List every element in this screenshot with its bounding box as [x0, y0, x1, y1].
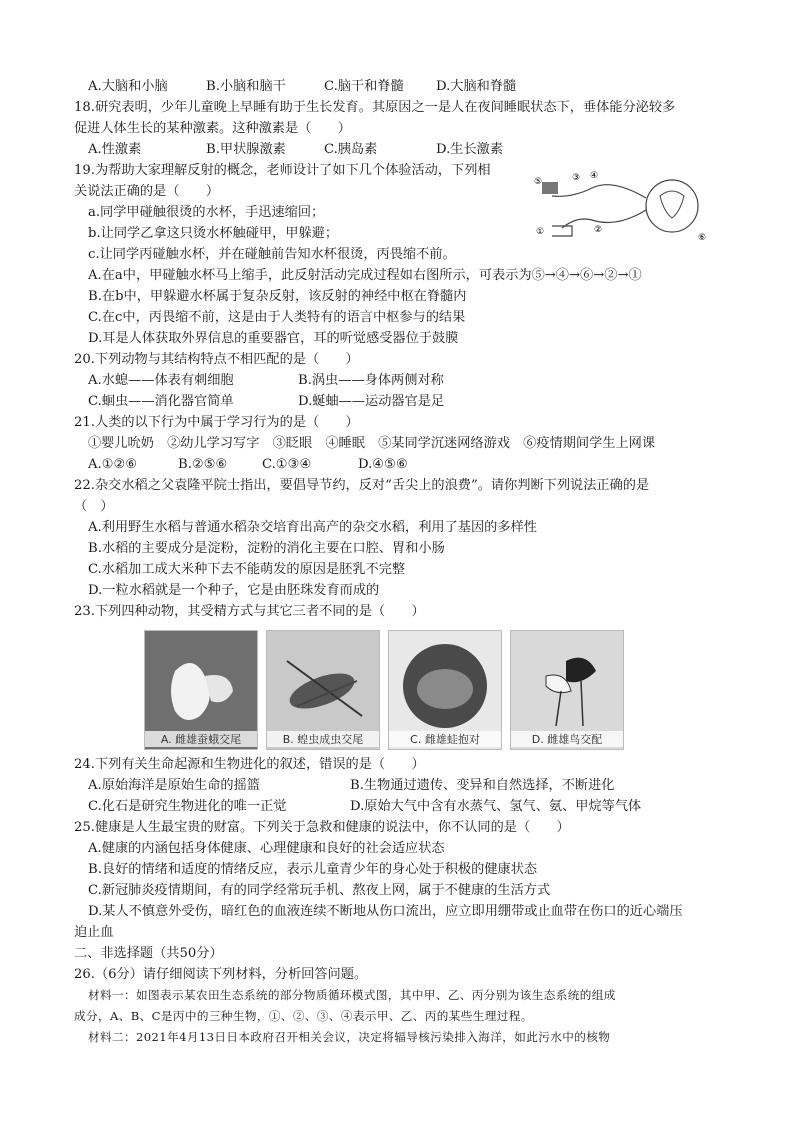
q22-option-a: A.利用野生水稻与普通水稻杂交培育出高产的杂交水稻，利用了基因的多样性 [88, 520, 537, 535]
q21-items: ①婴儿吮奶 ②幼儿学习写字 ③眨眼 ④睡眠 ⑤某同学沉迷网络游戏 ⑥疫情期间学生上网课 [88, 436, 656, 451]
q24-stem: 24.下列有关生命起源和生物进化的叙述，错误的是（ ） [74, 757, 425, 772]
label-6: ⑥ [698, 233, 707, 243]
q24-option-a: A.原始海洋是原始生命的摇篮 [88, 778, 260, 793]
silkmoth-photo [144, 630, 258, 750]
q19-stem-line2: 关说法正确的是（ ） [74, 184, 220, 199]
q25-option-b: B.良好的情绪和适度的情绪反应，表示儿童青少年的身心处于积极的健康状态 [88, 862, 538, 877]
q26-material2-line1: 材料二：2021年4月13日日本政府召开相关会议，决定将辐导核污染排入海洋，如此污水中的核物 [88, 1030, 611, 1044]
q24-option-b: B.生物通过遗传、变异和自然选择，不断进化 [350, 778, 615, 793]
q21-stem: 21.人类的以下行为中属于学习行为的是（ ） [74, 415, 359, 430]
q19-condition-c: c.让同学丙碰触水杯，并在碰触前告知水杯很烫，丙畏缩不前。 [88, 247, 456, 262]
q25-option-a: A.健康的内涵包括身体健康、心理健康和良好的社会适应状态 [88, 841, 445, 856]
q18-option-a: A.性激素 [88, 142, 142, 157]
q22-option-c: C.水稻加工成大米种下去不能萌发的原因是胚乳不完整 [88, 562, 406, 577]
label-2: ② [594, 225, 603, 235]
q25-option-d-line2: 迫止血 [74, 925, 114, 940]
q20-option-d: D.蜒蚰——运动器官是足 [298, 394, 445, 409]
q17-options [74, 76, 724, 97]
q23-image-row [144, 630, 724, 750]
q18-stem-line2: 促进人体生长的某种激素。这种激素是（ ） [74, 121, 351, 136]
q18-option-c: C.胰岛素 [324, 142, 378, 157]
q25-stem: 25.健康是人生最宝贵的财富。下列关于急救和健康的说法中，你不认同的是（ ） [74, 820, 570, 835]
frog-photo [388, 630, 502, 750]
q17-option-d: D.大脑和脊髓 [436, 79, 517, 94]
q20-stem: 20.下列动物与其结构特点不相匹配的是（ ） [74, 352, 359, 367]
q21-option-d: D.④⑤⑥ [358, 457, 408, 472]
q18-option-b: B.甲状腺激素 [206, 142, 286, 157]
q21-option-b: B.②⑤⑥ [178, 457, 228, 472]
q20-options-row2 [74, 391, 724, 412]
q22-option-d: D.一粒水稻就是一个种子，它是由胚珠发育而成的 [88, 583, 380, 598]
q21-options [74, 454, 724, 475]
q17-option-a: A.大脑和小脑 [88, 79, 168, 94]
q19-condition-a: a.同学甲碰触很烫的水杯，手迅速缩回； [88, 205, 325, 220]
reflex-arc-icon [532, 168, 712, 248]
q24-options-row1 [74, 775, 724, 796]
q17-option-c: C.脑干和脊髓 [324, 79, 404, 94]
q19-condition-b: b.让同学乙拿这只烫水杯触碰甲，甲躲避； [88, 226, 339, 241]
label-3: ③ [572, 173, 581, 183]
q18-stem-line1: 18.研究表明，少年儿童晚上早睡有助于生长发育。其原因之一是人在夜间睡眠状态下，垂体能分泌较多 [74, 100, 676, 115]
q21-option-c: C.①③④ [262, 457, 312, 472]
q25-option-c: C.新冠肺炎疫情期间，有的同学经常玩手机、熬夜上网，属于不健康的生活方式 [88, 883, 551, 898]
q26-stem: 26.（6分）请仔细阅读下列材料，分析回答问题。 [74, 967, 368, 982]
caption-c: C. 雌雄蛙抱对 [389, 731, 501, 747]
q17-option-b: B.小脑和脑干 [206, 79, 286, 94]
q19-option-a: A.在a中，甲碰触水杯马上缩手，此反射活动完成过程如右图所示，可表示为⑤→④→⑥→②→① [88, 268, 642, 283]
q20-option-c: C.蛔虫——消化器官简单 [88, 394, 234, 409]
locust-photo [266, 630, 380, 750]
q20-option-b: B.涡虫——身体两侧对称 [298, 373, 444, 388]
caption-a: A. 雌雄蚕蛾交尾 [145, 731, 257, 747]
label-4: ④ [590, 171, 599, 181]
q25-option-d-line1: D.某人不慎意外受伤，暗红色的血液连续不断地从伤口流出，应立即用绷带或止血带在伤口的近心端压 [88, 904, 683, 919]
caption-b: B. 蝗虫成虫交尾 [267, 731, 379, 747]
q18-options [74, 139, 724, 160]
q26-material1-line2: 成分，A、B、C是丙中的三种生物，①、②、③、④表示甲、乙、丙的某些生理过程。 [74, 1009, 533, 1023]
q24-option-c: C.化石是研究生物进化的唯一正觉 [88, 799, 287, 814]
reflex-arc-diagram [532, 168, 712, 248]
q26-material1-line1: 材料一：如图表示某农田生态系统的部分物质循环模式图，其中甲、乙、丙分别为该生态系统的组成 [88, 988, 616, 1002]
q22-option-b: B.水稻的主要成分是淀粉，淀粉的消化主要在口腔、胃和小肠 [88, 541, 445, 556]
q19-option-b: B.在b中，甲躲避水杯属于复杂反射，该反射的神经中枢在脊髓内 [88, 289, 467, 304]
q20-option-a: A.水螅——体表有刺细胞 [88, 373, 234, 388]
q21-option-a: A.①②⑥ [88, 457, 138, 472]
q24-options-row2 [74, 796, 724, 817]
q19-stem-line1: 19.为帮助大家理解反射的概念，老师设计了如下几个体验活动，下列相 [74, 163, 491, 178]
section-heading: 二、非选择题（共50分） [74, 946, 223, 961]
q22-stem-line1: 22.杂交水稻之父袁隆平院士指出，要倡导节约，反对“舌尖上的浪费”。请你判断下列说法正确的是 [74, 478, 650, 493]
q19-option-c: C.在c中，丙畏缩不前，这是由于人类特有的语言中枢参与的结果 [88, 310, 466, 325]
label-5: ⑤ [534, 177, 543, 187]
caption-d: D. 雌雄鸟交配 [511, 731, 623, 747]
q19-option-d: D.耳是人体获取外界信息的重要器官，耳的听觉感受器位于鼓膜 [88, 331, 459, 346]
q22-stem-line2: （ ） [74, 499, 114, 514]
q20-options-row1 [74, 370, 724, 391]
q24-option-d: D.原始大气中含有水蒸气、氢气、氨、甲烷等气体 [350, 799, 642, 814]
q23-stem: 23.下列四种动物，其受精方式与其它三者不同的是（ ） [74, 604, 425, 619]
label-1: ① [536, 227, 545, 237]
bird-photo [510, 630, 624, 750]
q18-option-d: D.生长激素 [436, 142, 504, 157]
